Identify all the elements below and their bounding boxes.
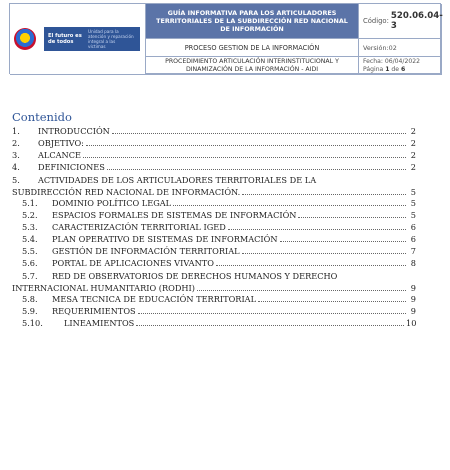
document-title: GUÍA INFORMATIVA PARA LOS ARTICULADORES TERRITORIALES DE LA SUBDIRECCIÓN RED NACIONAL DE INFORMACIÓN	[146, 4, 359, 39]
toc-num: 5.5.	[22, 246, 38, 256]
toc-label: CARACTERIZACIÓN TERRITORIAL IGED	[52, 222, 226, 232]
toc-page: 9	[410, 294, 416, 304]
toc-subitem[interactable]	[12, 210, 416, 222]
toc-item[interactable]	[12, 174, 416, 198]
toc-leader	[107, 169, 406, 170]
toc-num: 5.9.	[22, 306, 38, 316]
toc-label: OBJETIVO:	[38, 138, 84, 148]
toc-item[interactable]	[12, 162, 416, 174]
toc-subitem[interactable]	[12, 306, 416, 318]
date: Fecha: 06/04/2022	[363, 57, 420, 65]
toc-num: 3.	[12, 150, 20, 160]
toc-leader	[136, 325, 404, 326]
toc-subitem[interactable]	[12, 294, 416, 306]
toc-subitem[interactable]	[12, 318, 416, 330]
toc-page: 5	[410, 198, 416, 208]
table-of-contents	[12, 110, 416, 330]
toc-label: RED DE OBSERVATORIOS DE DERECHOS HUMANOS Y DERECHO	[52, 271, 338, 281]
gov-slogan: El futuro es de todos	[48, 33, 82, 45]
procedure-name: PROCEDIMIENTO ARTICULACIÓN INTERINSTITUCIONAL Y DINAMIZACIÓN DE LA INFORMACIÓN - AIDI	[146, 57, 359, 75]
toc-leader	[138, 313, 406, 314]
toc-label: INTRODUCCIÓN	[38, 126, 110, 136]
toc-subitem[interactable]	[12, 270, 416, 294]
toc-item[interactable]	[12, 126, 416, 138]
page-of: de	[391, 65, 400, 73]
logo-block	[10, 4, 146, 75]
toc-subitem[interactable]	[12, 258, 416, 270]
toc-page: 6	[410, 234, 416, 244]
toc-leader	[197, 290, 406, 291]
toc-label: DOMINIO POLÍTICO LEGAL	[52, 198, 172, 208]
toc-page: 2	[410, 150, 416, 160]
toc-num: 5.6.	[22, 258, 38, 268]
toc-leader	[112, 133, 406, 134]
coat-of-arms-icon	[14, 28, 36, 50]
toc-page: 10	[406, 318, 417, 328]
document-header	[9, 3, 441, 74]
process-name: PROCESO GESTION DE LA INFORMACIÓN	[146, 39, 359, 57]
toc-num: 5.2.	[22, 210, 38, 220]
toc-leader	[83, 157, 406, 158]
toc-subitem[interactable]	[12, 234, 416, 246]
toc-num: 5.7.	[22, 271, 38, 281]
toc-label: GESTIÓN DE INFORMACIÓN TERRITORIAL	[52, 246, 240, 256]
toc-page: 7	[410, 246, 416, 256]
agency-name: Unidad para la atención y reparación integral a las víctimas	[88, 29, 134, 49]
toc-page: 5	[410, 210, 416, 220]
document-code	[359, 4, 442, 39]
toc-label: ALCANCE	[38, 150, 81, 160]
toc-page: 5	[410, 187, 416, 197]
toc-label: PORTAL DE APLICACIONES VIVANTO	[52, 258, 214, 268]
toc-num: 1.	[12, 126, 20, 136]
toc-page: 8	[410, 258, 416, 268]
page-num: 1	[385, 65, 390, 73]
toc-page: 9	[410, 306, 416, 316]
toc-subitem[interactable]	[12, 198, 416, 210]
toc-leader	[86, 145, 406, 146]
toc-leader	[242, 253, 406, 254]
date-page-block	[359, 57, 442, 75]
toc-page: 6	[410, 222, 416, 232]
toc-num: 5.1.	[22, 198, 38, 208]
version: Versión:02	[359, 39, 442, 57]
toc-label: DEFINICIONES	[38, 162, 105, 172]
toc-leader	[280, 241, 406, 242]
toc-label: REQUERIMIENTOS	[52, 306, 136, 316]
toc-label: MESA TECNICA DE EDUCACIÓN TERRITORIAL	[52, 294, 257, 304]
toc-page: 2	[410, 162, 416, 172]
code-value: 520.06.04-3	[390, 11, 443, 31]
page-total: 6	[400, 65, 406, 73]
toc-label: LINEAMIENTOS	[64, 318, 135, 328]
page-indicator	[363, 66, 441, 74]
toc-title: Contenido	[12, 110, 72, 124]
toc-num: 5.3.	[22, 222, 38, 232]
toc-label: ESPACIOS FORMALES DE SISTEMAS DE INFORMACIÓN	[52, 210, 297, 220]
toc-leader	[298, 217, 406, 218]
toc-label-continued: SUBDIRECCIÓN RED NACIONAL DE INFORMACIÓN.	[12, 187, 241, 197]
toc-leader	[242, 194, 406, 195]
toc-label: PLAN OPERATIVO DE SISTEMAS DE INFORMACIÓN	[52, 234, 278, 244]
toc-num: 5.10.	[22, 318, 43, 328]
toc-num: 5.	[12, 175, 20, 185]
toc-leader	[173, 205, 406, 206]
toc-subitem[interactable]	[12, 246, 416, 258]
toc-num: 2.	[12, 138, 20, 148]
toc-page: 2	[410, 138, 416, 148]
toc-leader	[258, 301, 406, 302]
toc-label: ACTIVIDADES DE LOS ARTICULADORES TERRITORIALES DE LA	[38, 175, 317, 185]
code-label: Código:	[363, 17, 389, 25]
toc-label-continued: INTERNACIONAL HUMANITARIO (RODHI)	[12, 283, 195, 293]
toc-num: 5.4.	[22, 234, 38, 244]
gov-banner	[44, 27, 140, 51]
toc-num: 4.	[12, 162, 20, 172]
toc-item[interactable]	[12, 138, 416, 150]
toc-page: 2	[410, 126, 416, 136]
toc-page: 9	[410, 283, 416, 293]
toc-leader	[216, 265, 406, 266]
toc-num: 5.8.	[22, 294, 38, 304]
toc-item[interactable]	[12, 150, 416, 162]
toc-subitem[interactable]	[12, 222, 416, 234]
toc-leader	[228, 229, 406, 230]
page-label: Página	[363, 65, 384, 73]
